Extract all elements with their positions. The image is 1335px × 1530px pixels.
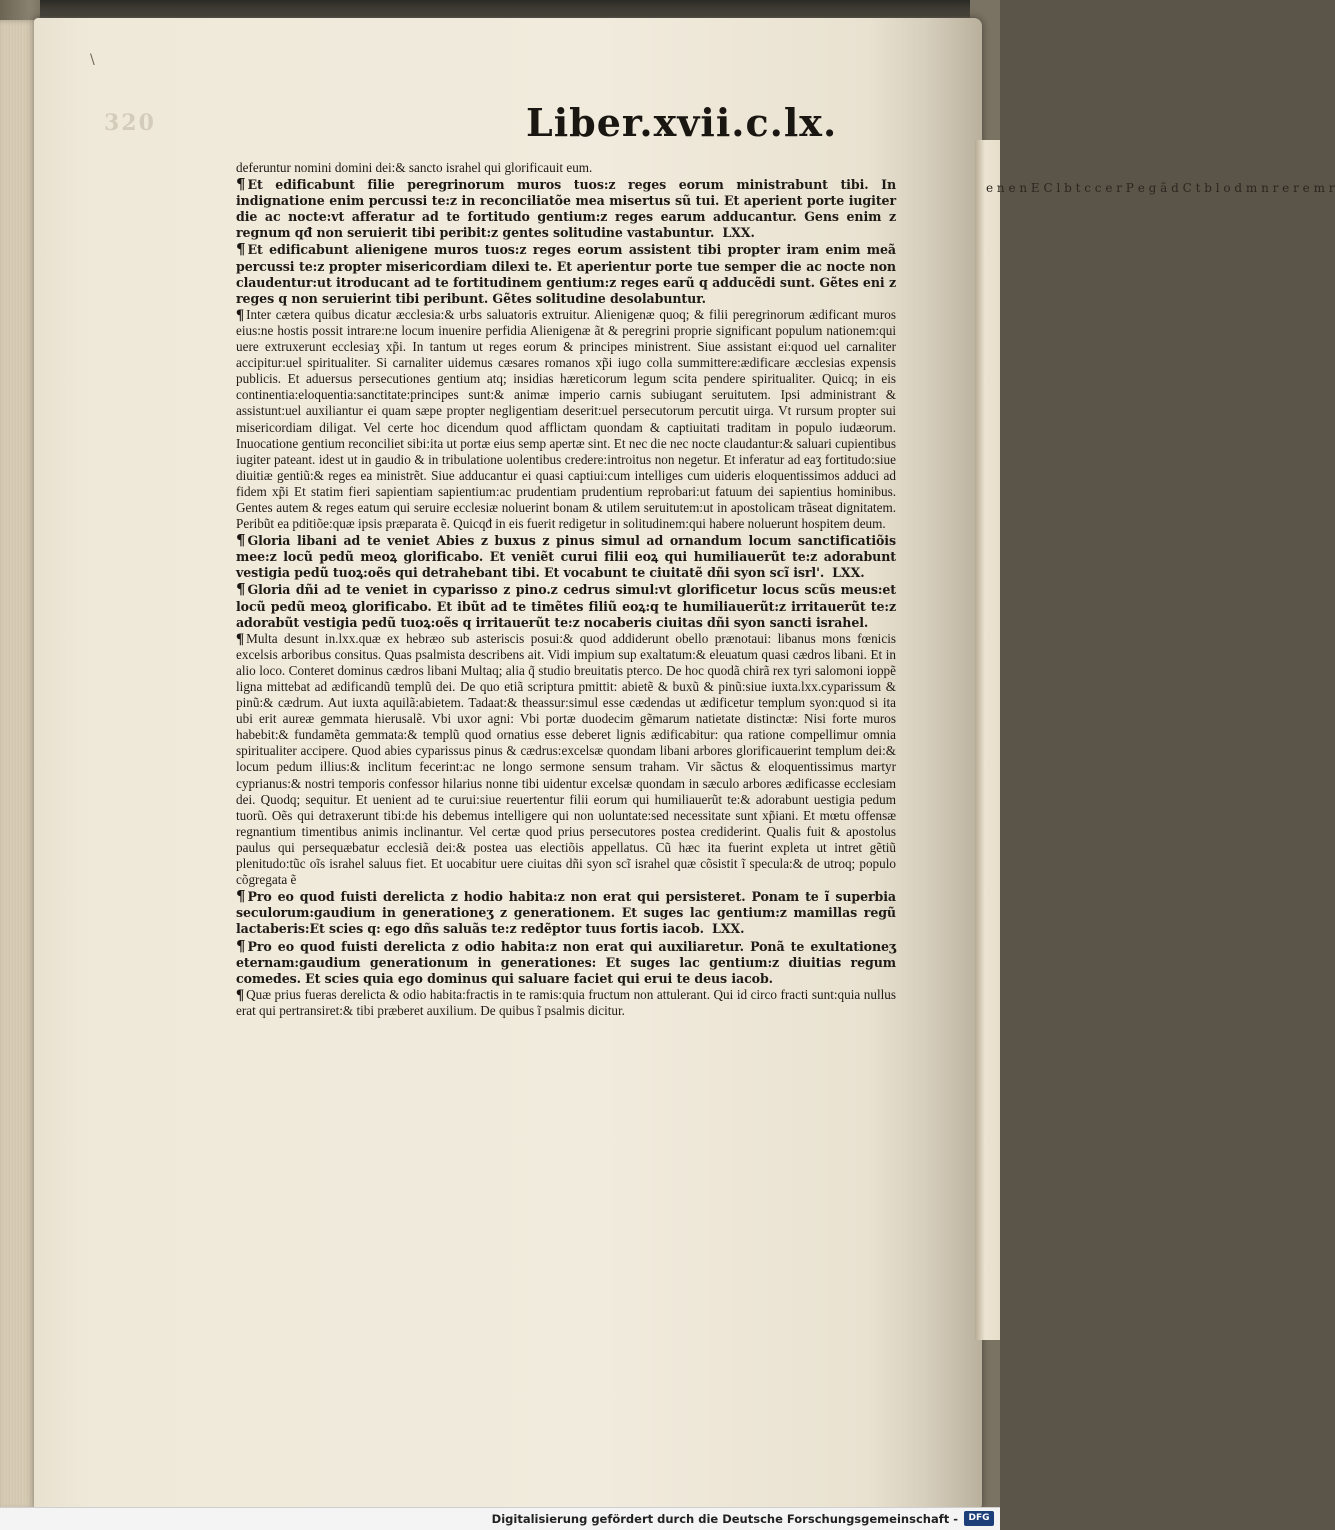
paragraph-text: deferuntur nomini domini dei:& sancto israhel qui glorificauit eum. <box>236 160 593 175</box>
pilcrow-icon: ¶ <box>236 887 246 906</box>
running-head: Liber.xvii.c.lx. <box>526 100 838 145</box>
text-paragraph <box>236 160 896 176</box>
text-paragraph <box>236 241 896 306</box>
facing-page-text: e n e n E C l b t c c e r P e g ã d C t b l o d m n r e r e m r <box>986 181 1335 195</box>
paragraph-text: Et edificabunt alienigene muros tuos:z reges eorum assistent tibi propter iram enim meã percussi te:z propter misericordiam dilexi te. Et aperientur porte tue semper die ac nocte non claudentur:ut itroducant ad te fortitudinem gentium:z reges earũ q adducẽdi sunt. Gẽtes eni z reges q non seruierint tibi peribunt. Gẽtes solitudine desolabuntur. <box>236 242 896 306</box>
paragraph-text: Gloria dñi ad te veniet in cyparisso z pino.z cedrus simul:vt glorificetur locus scũs meus:et locũ pedũ meoꝝ glorificabo. Et ibũt ad te timẽtes filiũ eoꝝ:q te humiliauerũt:z irritauerũt te:z adorabũt vestigia pedũ tuoꝝ:oẽs q irritauerũt te:z nocaberis ciuitas dñi syon sancti israhel. <box>236 582 896 630</box>
text-paragraph <box>236 307 896 532</box>
footer-bar <box>0 1507 1000 1530</box>
paragraph-text: Multa desunt in.lxx.quæ ex hebræo sub asteriscis posui:& quod addiderunt obello prænotaui: libanus mons fœnicis excelsis arboribus consitus. Quas psalmista describens ait. Vidi impium sup exaltatum:& eleuatum quasi cædros libani. Et in alio loco. Conteret dominus cædros libani Multaq; alia q̃ studio breuitatis pterco. De hoc quodã chirã rex tyri salomoni ioppẽ ligna mittebat ad ædificandũ templũ dei. De quo etiã scriptura pmittit: abietẽ & buxũ & pinũ:siue iuxta.lxx.cyparissum & pinũ:& cædrum. Aut iuxta aquilã:abietem. Tadaat:& theassur:simul esse cædendas ut ædificetur templum syon:quod si ita ubi erit aureæ gemmata hierusalẽ. Vbi uxor agni: Vbi portæ duodecim gẽmarum natietate distinctæ: Nisi forte muros habebit:& fundamẽta gemmata:& templũ quod ornatius esse deberet lignis ædificabitur: qua ratione compellimur omnia spiritualiter accipere. Quod abies cyparissus pinus & cædrus:excelsæ quondam libani arbores glorificauerint templum dei:& locum pedum illius:& inclitum fecerint:ac ne longo sermone sensum traham. Vir sãctus & eloquentissimus martyr cyprianus:& nostri temporis confessor hilarius nonne tibi uidentur excelsæ quondam in sæculo arbores ædificasse ecclesiam dei. Quodq; sequitur. Et uenient ad te curui:siue reuertentur filii eorum qui humiliauerũt te:& adorabunt uestigia pedum tuorũ. Oẽs qui detraxerunt tibi:de his debemus intelligere qui non uoluntate:sed necessitate sunt xp̃iani. Et mœtu offensæ regnantium timentibus animis inclinantur. Vel certæ quod prius persecutores postea crediderint. Qualis fuit & apostolus paulus qui persequæbatur ecclesiã dei:& postea uas electiõis appellatus. Cũ hæc ita fuerint expleta ut intret gẽtiũ plenitudo:tũc oĩs israhel saluus fiet. Et uocabitur uere ciuitas dñi syon scĩ israhel quæ cõsistit ĩ specula:& de utroq; populo cõgregata ẽ <box>236 630 896 888</box>
pilcrow-icon: ¶ <box>236 630 245 647</box>
text-paragraph <box>236 581 896 630</box>
folio-number: 320 <box>104 110 156 136</box>
pilcrow-icon: ¶ <box>236 986 245 1003</box>
pilcrow-icon: ¶ <box>236 531 246 550</box>
pilcrow-icon: ¶ <box>236 240 246 259</box>
text-paragraph <box>236 532 896 581</box>
paragraph-text: Et edificabunt filie peregrinorum muros tuos:z reges eorum ministrabunt tibi. In indignatione enim percussi te:z in reconciliatõe mea misertus sũ tui. Et aperient porte iugiter die ac nocte:vt afferatur ad te fortitudo gentium:z reges earum adducantur. Gens enim z regnum qđ non seruierit tibi peribit:z gentes solitudine vastabuntur. <box>236 177 896 241</box>
dfg-logo: DFG <box>964 1511 994 1526</box>
paragraph-text: Inter cætera quibus dicatur æcclesia:& urbs saluatoris extruitur. Alienigenæ quoq; & filii peregrinorum ædificant muros eius:ne hostis possit intrare:ne locum inuenire perfidia Alienigenæ ãt & peregrini proprie significant populum nationem:qui uere extruxerunt ecclesiaʒ xp̃i. In tantum ut reges eorum & principes ministrent. Siue assistant ei:quod uel carnaliter accipitur:uel spiritualiter. Si carnaliter uidemus cæsares romanos xp̃i iugo colla summittere:ædificare æcclesias expensis publicis. Et aduersus persecutiones gentium atq; insidias hæreticorum legum scita pendere spiritualiter. Quicq; in eis continentia:eloquentia:sanctitate:principes sunt:& animæ imperio carnis subiugant seruitutem. Ipsi administrant & assistunt:uel auxiliantur ei quam sæpe propter negligentiam deserit:uel persecutorum percutit uirga. Vt rursum propter sui misericordiam diligat. Vel certe hoc dicendum quod afflictam quondam & captiuitati traditam in populo iudæorum. Inuocatione gentium reconciliet sibi:ita ut portæ eius semp apertæ sint. Et nec die nec nocte claudantur:& saluari cupientibus iugiter pateant. idest ut in gaudio & in tribulatione uolentibus credere:introitus non negetur. Et inferatur ad eaʒ fortitudo:siue diuitiæ gentiũ:& reges ea ministrẽt. Siue adducantur ei quasi captiui:cum intelliges cum uideris eloquentissimos adduci ad fidem xp̃i Et statim fieri sapientiam sapientium:ac prudentiam prudentium reprobari:ut fatuum dei sapientius hominibus. Gentes autem & reges eatum qui seruire ecclesiæ noluerint bonam & utilem seruitutem:ut in apostolicam trãseat dignitatem. Peribũt ea pditiõe:quæ ipsis præparata ẽ. Quicqđ in eis fuerit redigetur in solitudinem:qui habere noluerunt hospitem deum. <box>236 306 896 532</box>
pilcrow-icon: ¶ <box>236 936 246 955</box>
paragraph-text: Pro eo quod fuisti derelicta z hodio habita:z non erat qui persisteret. Ponam te ĩ superbia seculorum:gaudium in generationeʒ z generationem. Et suges lac gentium:z mamillas regũ lactaberis:Et scies q: ego dñs saluãs te:z redẽptor tuus fortis iacob. <box>236 889 896 937</box>
paragraph-text: Pro eo quod fuisti derelicta z odio habita:z non erat qui auxiliaretur. Ponã te exultationeʒ eternam:gaudium generationum in generationes: Et suges lac gentium:z diuitias regum comedes. Et scies quia ego dominus qui saluare faciet qui erui te deus iacob. <box>236 938 896 986</box>
pilcrow-icon: ¶ <box>236 175 246 194</box>
footer-credit: Digitalisierung gefördert durch die Deutsche Forschungsgemeinschaft - <box>491 1512 958 1526</box>
lxx-tag: LXX. <box>722 225 755 241</box>
text-paragraph <box>236 938 896 987</box>
lxx-tag: LXX. <box>711 921 745 937</box>
text-paragraph <box>236 631 896 889</box>
corner-mark: \ <box>90 52 95 68</box>
text-paragraph <box>236 987 896 1019</box>
lxx-tag: LXX. <box>832 565 865 581</box>
text-paragraph <box>236 176 896 241</box>
text-paragraph <box>236 888 896 937</box>
paragraph-text: Quæ prius fueras derelicta & odio habita:fractis in te ramis:quia fructum non attulerant. Qui id circo fracti sunt:quia nullus erat qui pertransiret:& tibi præberet auxilium. De quibus ĩ psalmis dicitur. <box>236 986 896 1018</box>
pilcrow-icon: ¶ <box>236 580 246 599</box>
paragraph-text: Gloria libani ad te veniet Abies z buxus z pinus simul ad ornandum locum sanctificatiõis mee:z locũ pedũ meoꝝ glorificabo. Et veniẽt curui filii eoꝝ qui humiliauerũt te:z adorabunt vestigia pedũ tuoꝝ:oẽs qui detrahebant tibi. Et vocabunt te ciuitatẽ dñi syon scĩ isrl'. <box>236 533 896 581</box>
main-text-block <box>236 160 896 1019</box>
pilcrow-icon: ¶ <box>236 306 245 323</box>
